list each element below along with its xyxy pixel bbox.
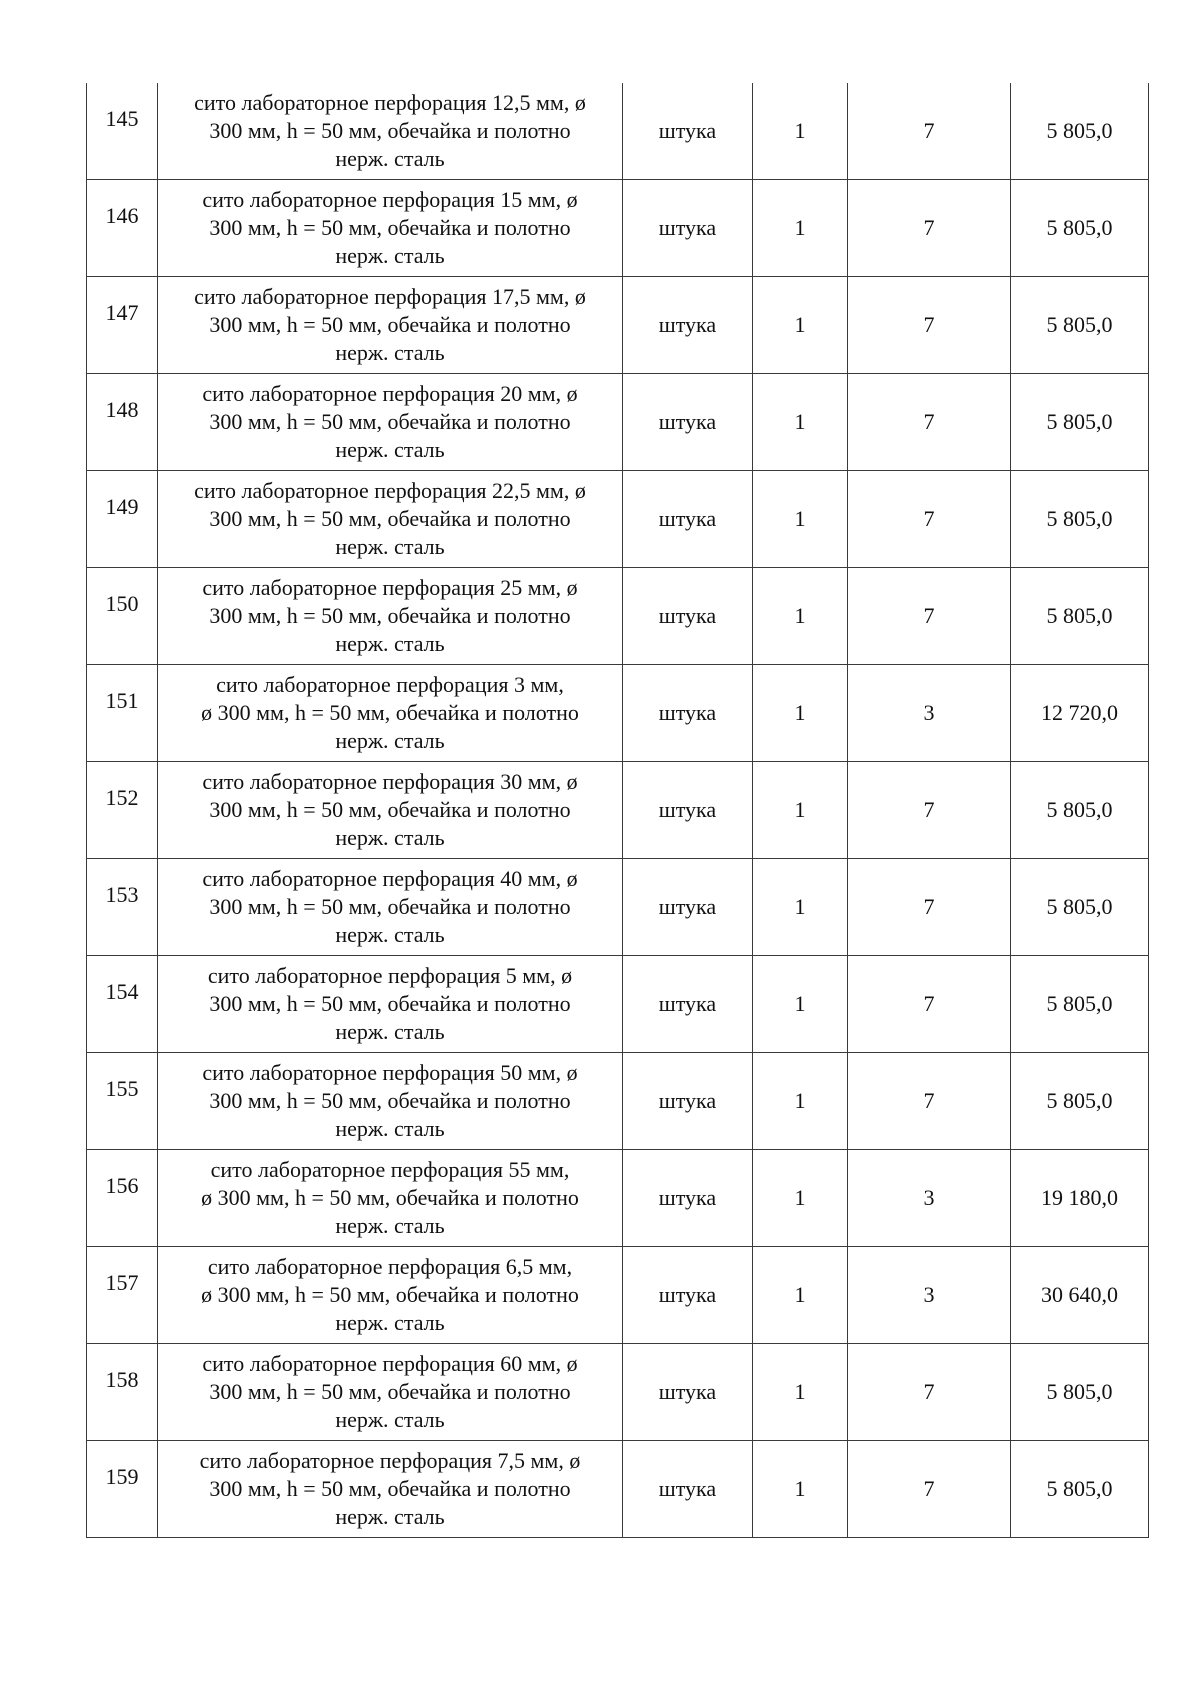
price-cell: 5 805,0 [1011,180,1149,277]
quantity-cell: 1 [753,1053,848,1150]
unit-cell: штука [623,1053,753,1150]
row-number-cell: 146 [87,180,158,277]
item-name-line: нерж. сталь [335,1116,445,1141]
item-name-line: сито лабораторное перфорация 25 мм, ø [202,575,578,600]
quantity-cell: 1 [753,1150,848,1247]
item-name-line: нерж. сталь [335,1504,445,1529]
price-cell: 30 640,0 [1011,1247,1149,1344]
item-name-line: нерж. сталь [335,1213,445,1238]
count-cell: 3 [848,1150,1011,1247]
unit-cell: штука [623,665,753,762]
row-number-cell: 151 [87,665,158,762]
item-name-line: 300 мм, h = 50 мм, обечайка и полотно [209,894,571,919]
count-cell: 7 [848,277,1011,374]
table-row [87,1150,1149,1247]
item-name-line: сито лабораторное перфорация 20 мм, ø [202,381,578,406]
count-cell: 7 [848,180,1011,277]
row-number-cell: 158 [87,1344,158,1441]
item-name-line: сито лабораторное перфорация 55 мм, [210,1157,570,1182]
item-name-line: нерж. сталь [335,146,445,171]
item-name-line: сито лабораторное перфорация 3 мм, [216,672,564,697]
table-row [87,83,1149,180]
quantity-cell: 1 [753,665,848,762]
table-row [87,762,1149,859]
item-name-line: нерж. сталь [335,1310,445,1335]
unit-cell: штука [623,1344,753,1441]
item-name-line: сито лабораторное перфорация 22,5 мм, ø [194,478,586,503]
count-cell: 7 [848,471,1011,568]
item-name-line: 300 мм, h = 50 мм, обечайка и полотно [209,118,571,143]
item-name-cell [158,83,623,180]
unit-cell: штука [623,1441,753,1538]
unit-cell: штука [623,859,753,956]
item-name-line: нерж. сталь [335,340,445,365]
quantity-cell: 1 [753,180,848,277]
quantity-cell: 1 [753,277,848,374]
table-row [87,956,1149,1053]
item-name-line: нерж. сталь [335,1407,445,1432]
table-row [87,665,1149,762]
table-row [87,1247,1149,1344]
unit-cell: штука [623,956,753,1053]
price-cell: 5 805,0 [1011,762,1149,859]
price-cell: 5 805,0 [1011,83,1149,180]
unit-cell: штука [623,471,753,568]
item-name-cell [158,374,623,471]
item-name-line: сито лабораторное перфорация 7,5 мм, ø [199,1448,581,1473]
row-number-cell: 145 [87,83,158,180]
table-row [87,568,1149,665]
item-name-line: сито лабораторное перфорация 30 мм, ø [202,769,578,794]
table-row [87,1344,1149,1441]
quantity-cell: 1 [753,1247,848,1344]
quantity-cell: 1 [753,1441,848,1538]
item-name-cell [158,956,623,1053]
item-name-line: 300 мм, h = 50 мм, обечайка и полотно [209,603,571,628]
unit-cell: штука [623,277,753,374]
item-name-line: ø 300 мм, h = 50 мм, обечайка и полотно [201,1185,579,1210]
item-name-line: 300 мм, h = 50 мм, обечайка и полотно [209,1379,571,1404]
item-name-line: сито лабораторное перфорация 12,5 мм, ø [194,90,586,115]
item-name-line: ø 300 мм, h = 50 мм, обечайка и полотно [201,1282,579,1307]
price-cell: 5 805,0 [1011,956,1149,1053]
item-name-line: нерж. сталь [335,243,445,268]
unit-cell: штука [623,83,753,180]
item-name-cell [158,471,623,568]
item-name-line: ø 300 мм, h = 50 мм, обечайка и полотно [201,700,579,725]
table-row [87,1053,1149,1150]
unit-cell: штука [623,1247,753,1344]
count-cell: 7 [848,1344,1011,1441]
item-name-line: сито лабораторное перфорация 17,5 мм, ø [194,284,586,309]
item-name-line: нерж. сталь [335,825,445,850]
table-row [87,277,1149,374]
price-cell: 5 805,0 [1011,277,1149,374]
item-name-line: 300 мм, h = 50 мм, обечайка и полотно [209,409,571,434]
price-cell: 5 805,0 [1011,1344,1149,1441]
item-name-cell [158,762,623,859]
item-name-line: 300 мм, h = 50 мм, обечайка и полотно [209,1088,571,1113]
count-cell: 3 [848,1247,1011,1344]
item-name-cell [158,1150,623,1247]
table-row [87,859,1149,956]
price-cell: 5 805,0 [1011,1441,1149,1538]
quantity-cell: 1 [753,762,848,859]
unit-cell: штука [623,180,753,277]
row-number-cell: 150 [87,568,158,665]
item-name-line: 300 мм, h = 50 мм, обечайка и полотно [209,797,571,822]
row-number-cell: 159 [87,1441,158,1538]
quantity-cell: 1 [753,956,848,1053]
count-cell: 7 [848,762,1011,859]
unit-cell: штука [623,374,753,471]
price-cell: 5 805,0 [1011,374,1149,471]
item-name-cell [158,1441,623,1538]
quantity-cell: 1 [753,859,848,956]
price-cell: 19 180,0 [1011,1150,1149,1247]
row-number-cell: 156 [87,1150,158,1247]
item-name-line: сито лабораторное перфорация 15 мм, ø [202,187,578,212]
table-body [87,83,1149,1538]
item-name-cell [158,859,623,956]
row-number-cell: 149 [87,471,158,568]
price-cell: 5 805,0 [1011,471,1149,568]
item-name-line: 300 мм, h = 50 мм, обечайка и полотно [209,312,571,337]
item-name-line: 300 мм, h = 50 мм, обечайка и полотно [209,215,571,240]
specification-table [86,83,1149,1538]
item-name-line: сито лабораторное перфорация 6,5 мм, [207,1254,573,1279]
count-cell: 7 [848,83,1011,180]
row-number-cell: 147 [87,277,158,374]
price-cell: 12 720,0 [1011,665,1149,762]
item-name-line: нерж. сталь [335,534,445,559]
quantity-cell: 1 [753,83,848,180]
item-name-line: 300 мм, h = 50 мм, обечайка и полотно [209,1476,571,1501]
count-cell: 7 [848,1441,1011,1538]
count-cell: 7 [848,1053,1011,1150]
item-name-line: нерж. сталь [335,1019,445,1044]
item-name-line: нерж. сталь [335,437,445,462]
item-name-line: нерж. сталь [335,728,445,753]
quantity-cell: 1 [753,1344,848,1441]
quantity-cell: 1 [753,471,848,568]
item-name-cell [158,277,623,374]
item-name-cell [158,1247,623,1344]
item-name-line: нерж. сталь [335,631,445,656]
row-number-cell: 153 [87,859,158,956]
item-name-cell [158,1344,623,1441]
count-cell: 7 [848,374,1011,471]
row-number-cell: 152 [87,762,158,859]
item-name-line: сито лабораторное перфорация 60 мм, ø [202,1351,578,1376]
table-row [87,374,1149,471]
price-cell: 5 805,0 [1011,1053,1149,1150]
item-name-cell [158,665,623,762]
item-name-cell [158,568,623,665]
item-name-line: 300 мм, h = 50 мм, обечайка и полотно [209,506,571,531]
row-number-cell: 154 [87,956,158,1053]
price-cell: 5 805,0 [1011,568,1149,665]
item-name-cell [158,1053,623,1150]
quantity-cell: 1 [753,568,848,665]
item-name-cell [158,180,623,277]
item-name-line: 300 мм, h = 50 мм, обечайка и полотно [209,991,571,1016]
count-cell: 3 [848,665,1011,762]
price-cell: 5 805,0 [1011,859,1149,956]
unit-cell: штука [623,568,753,665]
unit-cell: штука [623,1150,753,1247]
row-number-cell: 157 [87,1247,158,1344]
count-cell: 7 [848,859,1011,956]
row-number-cell: 155 [87,1053,158,1150]
table-row [87,180,1149,277]
count-cell: 7 [848,956,1011,1053]
table-row [87,1441,1149,1538]
row-number-cell: 148 [87,374,158,471]
quantity-cell: 1 [753,374,848,471]
table-row [87,471,1149,568]
item-name-line: нерж. сталь [335,922,445,947]
item-name-line: сито лабораторное перфорация 5 мм, ø [207,963,573,988]
item-name-line: сито лабораторное перфорация 50 мм, ø [202,1060,578,1085]
unit-cell: штука [623,762,753,859]
count-cell: 7 [848,568,1011,665]
item-name-line: сито лабораторное перфорация 40 мм, ø [202,866,578,891]
